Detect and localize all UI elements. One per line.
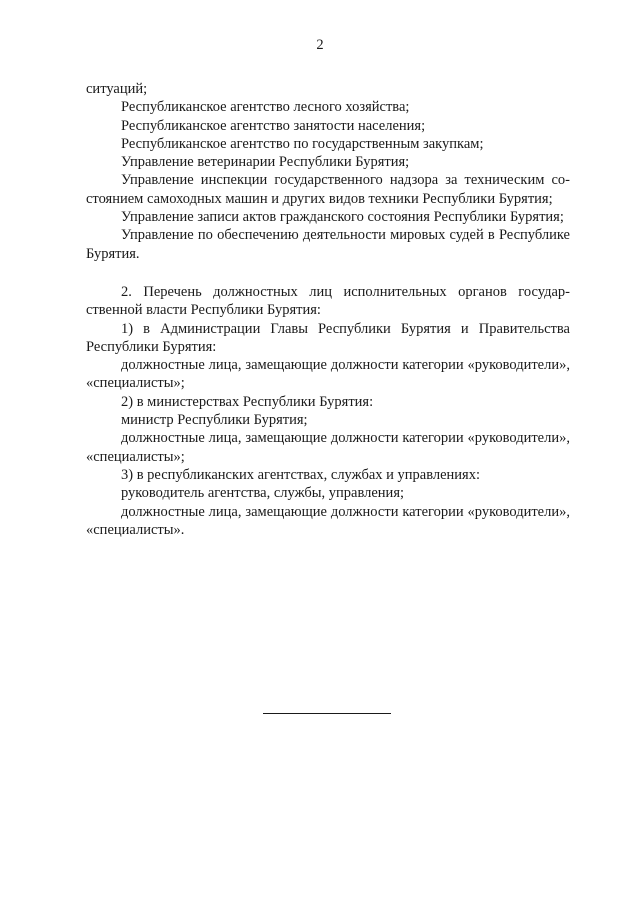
- subsection-1-administration: 1) в Администрации Главы Республики Бурятия и Правительства Республики Бурятия:: [86, 320, 570, 355]
- closing-divider-line: [263, 713, 391, 714]
- document-body: [86, 80, 570, 539]
- list-item-employment-agency: Республиканское агентство занятости населения;: [121, 117, 426, 134]
- list-item-magistrates-support: Управление по обеспечению деятельности мировых судей в Республике Бурятия.: [86, 227, 570, 262]
- list-item-veterinary-department: Управление ветеринарии Республики Бурятия;: [121, 154, 410, 171]
- officials-item: должностные лица, замещающие должности категории «руководители», «специалисты»;: [86, 430, 570, 465]
- section-2-heading: 2. Перечень должностных лиц исполнительных органов государственной власти Республики Бурятия:: [86, 283, 570, 319]
- officials-item: должностные лица, замещающие должности категории «руководители», «специалисты».: [86, 503, 570, 538]
- list-item-civil-registry: Управление записи актов гражданского состояния Республики Бурятия;: [121, 209, 564, 226]
- list-item-forestry-agency: Республиканское агентство лесного хозяйства;: [121, 99, 410, 116]
- subsection-2-ministries: 2) в министерствах Республики Бурятия:: [121, 393, 374, 410]
- minister-item: министр Республики Бурятия;: [121, 412, 308, 429]
- list-item-procurement-agency: Республиканское агентство по государственным закупкам;: [121, 135, 484, 152]
- officials-item: должностные лица, замещающие должности категории «руководители», «специалисты»;: [86, 357, 570, 392]
- agency-head-item: руководитель агентства, службы, управления;: [121, 485, 405, 502]
- paragraph-continuation: ситуаций;: [86, 81, 148, 97]
- list-item-machinery-inspection: Управление инспекции государственного надзора за техническим состоянием самоходных машин и других видов техники Республики Бурятия;: [86, 172, 570, 207]
- subsection-3-agencies: 3) в республиканских агентствах, службах и управлениях:: [121, 466, 481, 483]
- page-number: 2: [316, 37, 324, 53]
